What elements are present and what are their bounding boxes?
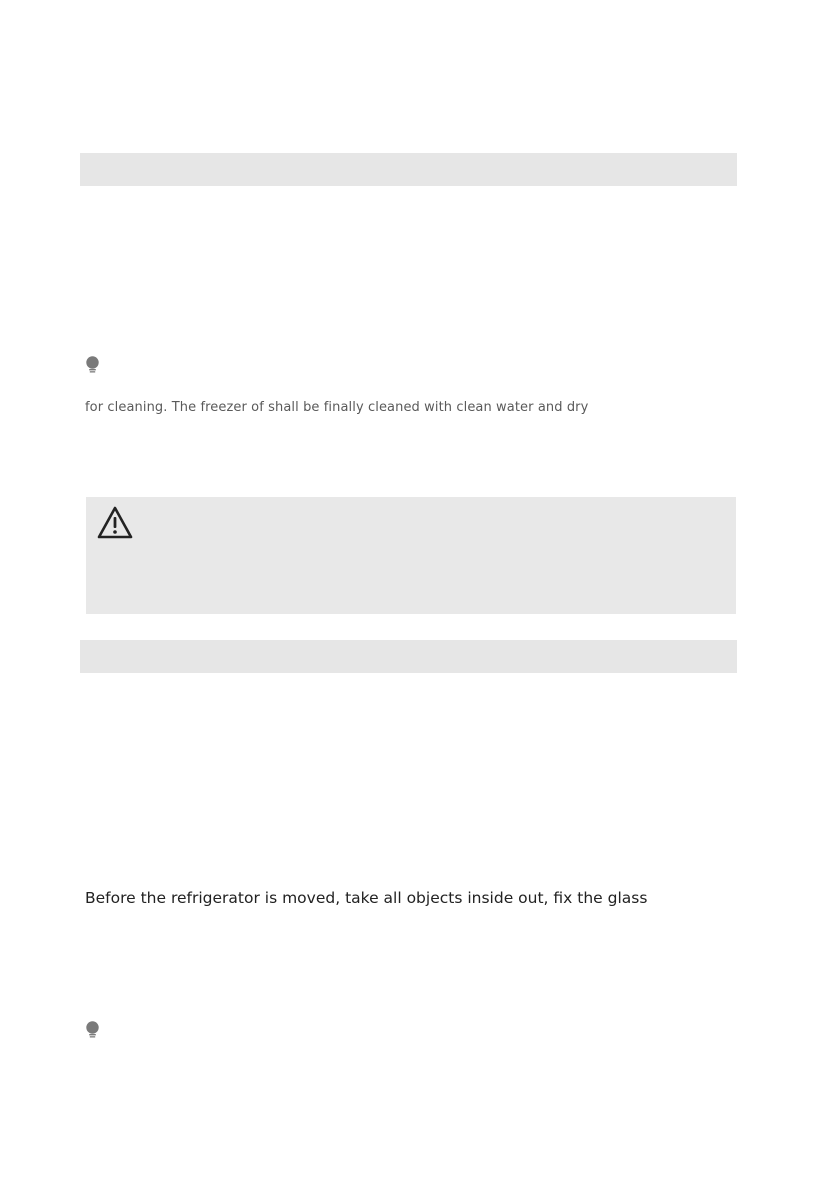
lightbulb-icon [85,356,100,374]
warning-box [86,497,736,614]
lightbulb-icon [85,1021,100,1039]
moving-instruction-text: Before the refrigerator is moved, take all objects inside out, fix the glass [85,889,648,907]
warning-triangle-icon [96,505,134,541]
cleaning-tip-text: for cleaning. The freezer of shall be finally cleaned with clean water and dry [85,400,589,415]
section-header-bar-moving [80,640,737,673]
section-header-bar-cleaning [80,153,737,186]
